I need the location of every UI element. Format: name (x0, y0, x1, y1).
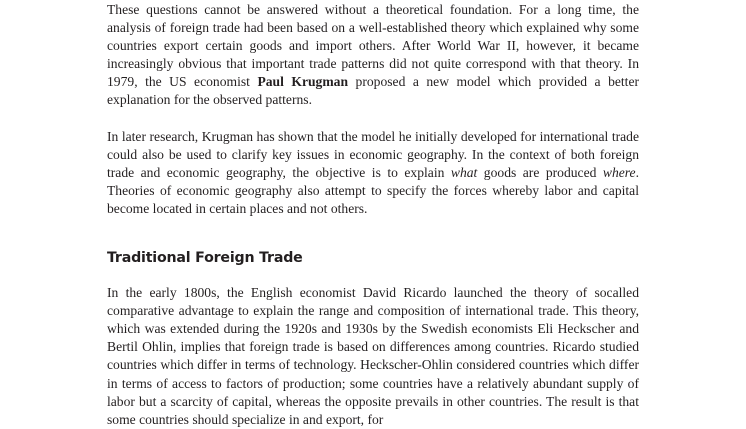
paragraph-questions (107, 1, 639, 110)
paragraph-2-part-2: goods are produced (477, 164, 603, 180)
emphasis-where: where (602, 164, 636, 180)
emphasis-what: what (450, 164, 478, 180)
document-page (107, 0, 639, 429)
paragraph-2-part-1: In later research, Krugman has shown that the model he initially developed for international trade could also be used to clarify key issues in economic geography. In the context of both foreign trade and economic geography, the objective is to explain (107, 128, 639, 180)
section-heading-traditional-foreign-trade: Traditional Foreign Trade (107, 250, 303, 267)
paragraph-2-part-3: . Theories of economic geography also attempt to specify the forces whereby labor and capital become located in certain places and not others. (107, 164, 639, 216)
paragraph-1-text-after: proposed a new model which provided a better explanation for the observed patterns. (107, 74, 640, 108)
paragraph-1-text-before: These questions cannot be answered without a theoretical foundation. For a long time, the analysis of foreign trade had been based on a well-established theory which explained why some countries export certain goods and import others. After World War II, however, it became increasingly obvious that important trade patterns did not quite correspond with that theory. In 1979, the US economist (107, 2, 639, 90)
paragraph-later-research (107, 128, 639, 218)
author-name-krugman: Paul Krugman (257, 74, 349, 90)
paragraph-ricardo: In the early 1800s, the English economist David Ricardo launched the theory of socalled comparative advantage to explain the range and composition of international trade. This theory, which was extended during the 1920s and 1930s by the Swedish economists Eli Heckscher and Bertil Ohlin, implies that foreign trade is based on differences among countries. Ricardo studied countries which differ in terms of technology. Heckscher-Ohlin considered countries which differ in terms of access to factors of production; some countries have a relatively abundant supply of labor but a scarcity of capital, whereas the opposite prevails in other countries. The result is that some countries should specialize in and export, for (107, 285, 639, 427)
